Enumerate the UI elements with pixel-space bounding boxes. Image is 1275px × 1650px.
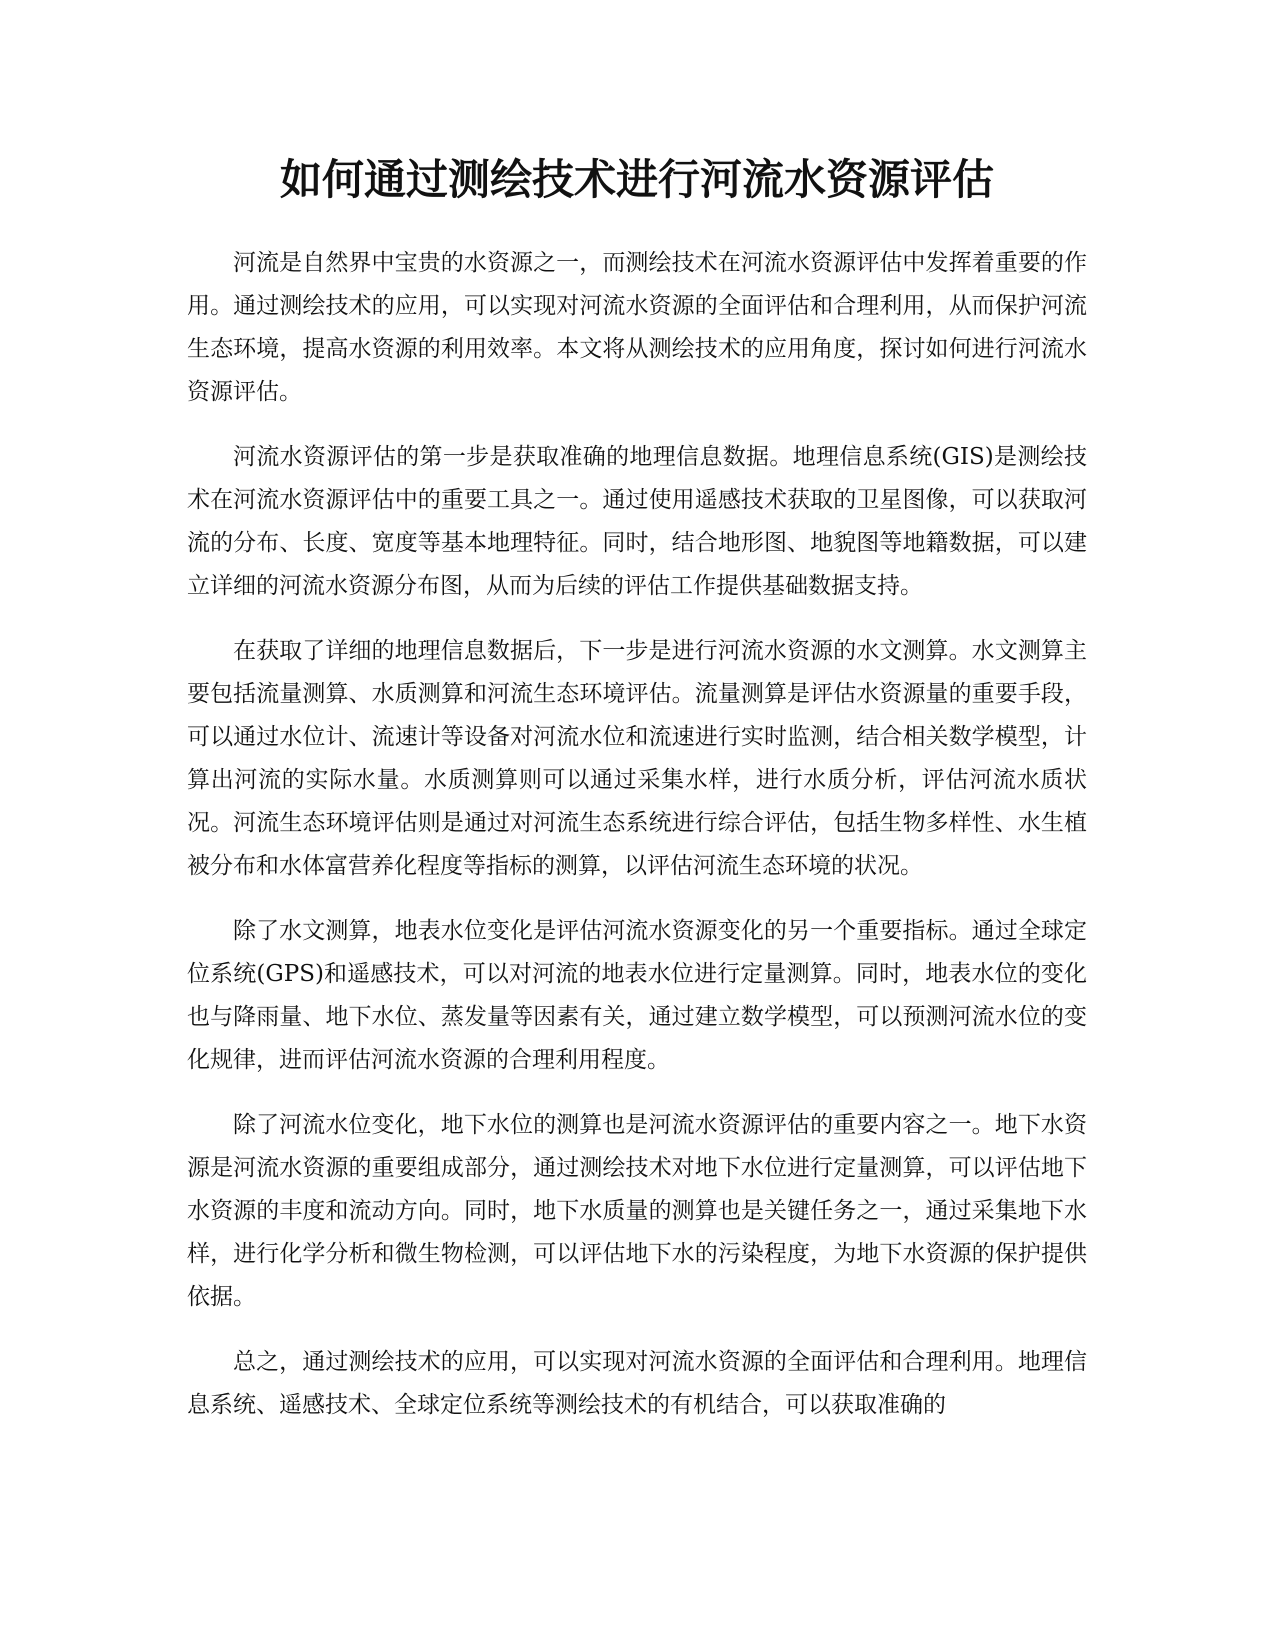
paragraph-6: 总之，通过测绘技术的应用，可以实现对河流水资源的全面评估和合理利用。地理信息系统、遥感技术、全球定位系统等测绘技术的有机结合，可以获取准确的 [187,1349,1087,1418]
document-page [187,0,1087,1449]
paragraph-1: 河流是自然界中宝贵的水资源之一，而测绘技术在河流水资源评估中发挥着重要的作用。通过测绘技术的应用，可以实现对河流水资源的全面评估和合理利用，从而保护河流生态环境，提高水资源的利用效率。本文将从测绘技术的应用角度，探讨如何进行河流水资源评估。 [187,250,1087,405]
paragraph-5: 除了河流水位变化，地下水位的测算也是河流水资源评估的重要内容之一。地下水资源是河流水资源的重要组成部分，通过测绘技术对地下水位进行定量测算，可以评估地下水资源的丰度和流动方向。同时，地下水质量的测算也是关键任务之一，通过采集地下水样，进行化学分析和微生物检测，可以评估地下水的污染程度，为地下水资源的保护提供依据。 [187,1112,1087,1310]
paragraph-2: 河流水资源评估的第一步是获取准确的地理信息数据。地理信息系统(GIS)是测绘技术在河流水资源评估中的重要工具之一。通过使用遥感技术获取的卫星图像，可以获取河流的分布、长度、宽度等基本地理特征。同时，结合地形图、地貌图等地籍数据，可以建立详细的河流水资源分布图，从而为后续的评估工作提供基础数据支持。 [187,444,1087,599]
document-body [187,242,1087,1427]
paragraph-3: 在获取了详细的地理信息数据后，下一步是进行河流水资源的水文测算。水文测算主要包括流量测算、水质测算和河流生态环境评估。流量测算是评估水资源量的重要手段，可以通过水位计、流速计等设备对河流水位和流速进行实时监测，结合相关数学模型，计算出河流的实际水量。水质测算则可以通过采集水样，进行水质分析，评估河流水质状况。河流生态环境评估则是通过对河流生态系统进行综合评估，包括生物多样性、水生植被分布和水体富营养化程度等指标的测算，以评估河流生态环境的状况。 [187,638,1087,879]
document-title: 如何通过测绘技术进行河流水资源评估 [279,155,994,204]
paragraph-4: 除了水文测算，地表水位变化是评估河流水资源变化的另一个重要指标。通过全球定位系统(GPS)和遥感技术，可以对河流的地表水位进行定量测算。同时，地表水位的变化也与降雨量、地下水位、蒸发量等因素有关，通过建立数学模型，可以预测河流水位的变化规律，进而评估河流水资源的合理利用程度。 [187,918,1087,1073]
